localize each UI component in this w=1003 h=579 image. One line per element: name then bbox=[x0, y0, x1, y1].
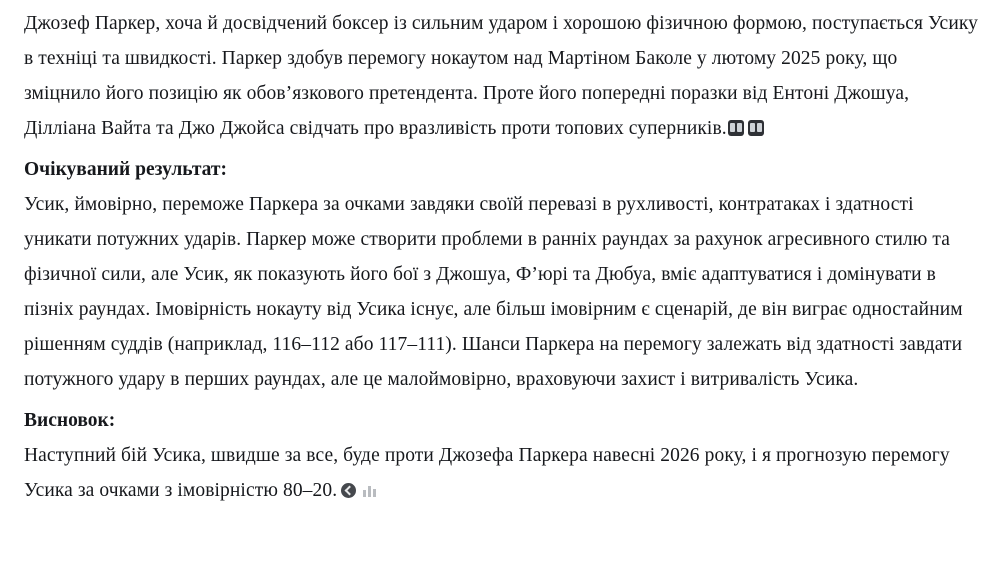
signal-bars-icon[interactable] bbox=[363, 484, 378, 497]
citation-badge-icon[interactable] bbox=[748, 120, 764, 136]
heading-conclusion: Висновок: bbox=[24, 410, 116, 431]
heading-expected-result: Очікуваний результат: bbox=[24, 159, 227, 180]
paragraph-conclusion bbox=[24, 438, 979, 508]
paragraph-block-intro bbox=[24, 6, 979, 146]
source-link-icon[interactable] bbox=[341, 483, 356, 498]
citation-badge-icon[interactable] bbox=[728, 120, 744, 136]
paragraph-intro-text: Джозеф Паркер, хоча й досвідчений боксер із сильним ударом і хорошою фізичною формою, поступається Усику в техніці та швидкості. Паркер здобув перемогу нокаутом над Мартіном Баколе у лютому 2025 року, що зміцнило його позицію як обов’язкового претендента. Проте його попередні поразки від Ентоні Джошуа, Діллiана Вайта та Джо Джойса свідчать про вразливість проти топових суперників. bbox=[24, 13, 978, 139]
paragraph-expected-result: Усик, ймовірно, переможе Паркера за очками завдяки своїй перевазі в рухливості, контратаках і здатності уникати потужних ударів. Паркер може створити проблеми в ранніх раундах за рахунок агресивного стилю та фізичної сили, але Усик, як показують його бої з Джошуа, Ф’юрі та Дюбуа, вміє адаптуватися і домінувати в пізніх раундах. Імовірність нокауту від Усика існує, але більш імовірним є сценарій, де він виграє одностайним рішенням суддів (наприклад, 116–112 або 117–111). Шанси Паркера на перемогу залежать від здатності завдати потужного удару в перших раундах, але це малоймовірно, враховуючи захист і витривалість Усика. bbox=[24, 194, 963, 390]
paragraph-intro bbox=[24, 6, 979, 146]
section-expected-result bbox=[24, 152, 979, 397]
paragraph-conclusion-text: Наступний бій Усика, швидше за все, буде проти Джозефа Паркера навесні 2026 року, і я прогнозую перемогу Усика за очками з імовірністю 80–20. bbox=[24, 445, 950, 501]
section-conclusion bbox=[24, 403, 979, 508]
